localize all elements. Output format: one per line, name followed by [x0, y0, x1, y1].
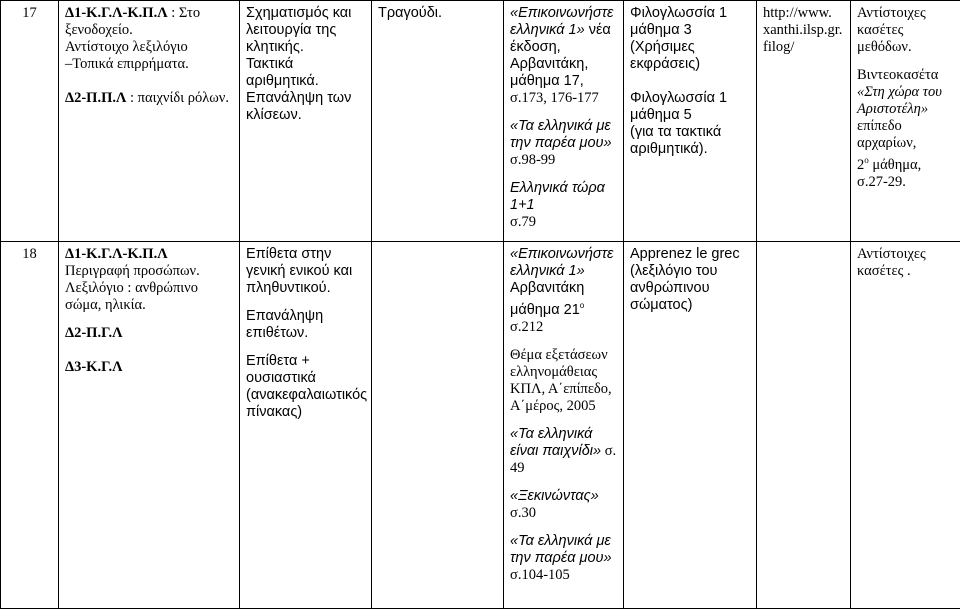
grammar-text: Επανάληψη επιθέτων.	[246, 308, 324, 341]
software-cell	[624, 1, 757, 242]
row-number	[1, 242, 59, 609]
row-number	[1, 1, 59, 242]
book-ref: σ.173, 176-177	[510, 90, 599, 106]
book-refs-cell	[504, 1, 624, 242]
software-cell	[624, 242, 757, 609]
ordinal-superscript: ο	[579, 301, 585, 310]
objective-text: Αντίστοιχο λεξιλόγιο	[65, 39, 188, 55]
grammar-text: Επανάληψη των κλίσεων.	[246, 90, 352, 123]
objectives-cell	[59, 1, 240, 242]
book-title: Ελληνικά τώρα 1+1	[510, 180, 605, 213]
book-ref: σ.212	[510, 318, 544, 335]
book-title: «Τα ελληνικά με την παρέα μου»	[510, 532, 612, 566]
book-ref: σ.104-105	[510, 566, 570, 583]
ordinal-superscript: ο	[864, 155, 869, 165]
software-text: μάθημα 5	[630, 107, 692, 123]
media-cell	[851, 242, 960, 609]
url-link[interactable]: xanthi.ilsp.gr.	[763, 22, 843, 38]
book-ref: Θέμα εξετάσεων ελληνομάθειας ΚΠΛ, Α΄επίπεδο, Α΄μέρος, 2005	[510, 346, 612, 414]
software-text: Φιλογλωσσία 1	[630, 90, 728, 106]
media-text: σ.27-29.	[857, 173, 906, 190]
table-row	[1, 242, 960, 609]
media-text: 2	[857, 156, 865, 173]
media-text: μάθημα,	[868, 156, 922, 173]
software-text: Apprenez le grec (λεξιλόγιο του ανθρώπινου σώματος)	[630, 246, 740, 313]
software-text: (για τα τακτικά αριθμητικά).	[630, 124, 722, 157]
web-cell	[757, 1, 851, 242]
table-row	[1, 1, 960, 242]
media-text: Αντίστοιχες κασέτες .	[857, 246, 926, 279]
grammar-text: Επίθετα στην γενική ενικού και πληθυντικού.	[246, 246, 353, 296]
objectives-cell	[59, 242, 240, 609]
book-ref: σ.79	[510, 214, 536, 230]
objective-text: : παιχνίδι ρόλων.	[126, 90, 229, 106]
objective-text: Περιγραφή προσώπων.	[65, 263, 200, 279]
software-text: Φιλογλωσσία 1	[630, 5, 728, 21]
activity-cell	[372, 242, 504, 609]
book-ref: σ.98-99	[510, 152, 556, 168]
book-ref: μάθημα 17,	[510, 73, 584, 89]
objective-code: Δ1-Κ.Γ.Λ-Κ.Π.Λ	[65, 5, 168, 21]
objective-text: Λεξιλόγιο : ανθρώπινο σώμα, ηλικία.	[65, 280, 198, 313]
book-title: «Ξεκινώντας»	[510, 487, 599, 504]
book-ref: σ.30	[510, 504, 536, 521]
objective-code: Δ3-Κ.Γ.Λ	[65, 359, 123, 375]
software-text: (Χρήσιμες εκφράσεις)	[630, 39, 701, 72]
book-refs-cell	[504, 242, 624, 609]
url-link[interactable]: filog/	[763, 39, 795, 55]
objective-text: : Στο ξενοδοχείο.	[65, 5, 201, 38]
grammar-cell	[240, 1, 372, 242]
grammar-text: Τακτικά αριθμητικά.	[246, 56, 319, 89]
book-ref: νέα έκδοση,	[510, 22, 611, 55]
book-title: «Τα ελληνικά με την παρέα μου»	[510, 118, 612, 151]
book-ref: Αρβανιτάκη,	[510, 56, 589, 72]
activity-cell	[372, 1, 504, 242]
url-link[interactable]: http://www.	[763, 5, 832, 21]
book-title: «Επικοινωνήστε ελληνικά 1»	[510, 5, 614, 38]
grammar-text: Επίθετα + ουσιαστικά (ανακεφαλαιωτικός πίνακας)	[246, 353, 368, 420]
row-number-text: 18	[22, 246, 37, 262]
objective-code: Δ2-Π.Γ.Λ	[65, 325, 123, 341]
activity-text: Τραγούδι.	[378, 5, 443, 21]
book-ref: σ. 49	[510, 442, 617, 476]
grammar-cell	[240, 242, 372, 609]
web-cell	[757, 242, 851, 609]
book-ref: μάθημα 21	[510, 301, 580, 318]
media-text: Βιντεοκασέτα	[857, 67, 939, 83]
media-text: επίπεδο αρχαρίων,	[857, 118, 917, 151]
objective-code: Δ2-Π.Π.Λ	[65, 90, 127, 106]
row-number-text: 17	[22, 5, 37, 21]
objective-code: Δ1-Κ.Γ.Λ-Κ.Π.Λ	[65, 246, 168, 262]
grammar-text: Σχηματισμός και λειτουργία της κλητικής.	[246, 5, 352, 55]
book-ref: Αρβανιτάκη	[510, 280, 585, 296]
book-title: «Τα ελληνικά είναι παιχνίδι»	[510, 425, 602, 459]
book-title: «Επικοινωνήστε ελληνικά 1»	[510, 246, 614, 279]
media-cell	[851, 1, 960, 242]
objective-text: –Τοπικά επιρρήματα.	[65, 56, 189, 72]
software-text: μάθημα 3	[630, 22, 692, 38]
media-title: «Στη χώρα του Αριστοτέλη»	[857, 84, 942, 117]
media-text: Αντίστοιχες κασέτες μεθόδων.	[857, 5, 926, 55]
